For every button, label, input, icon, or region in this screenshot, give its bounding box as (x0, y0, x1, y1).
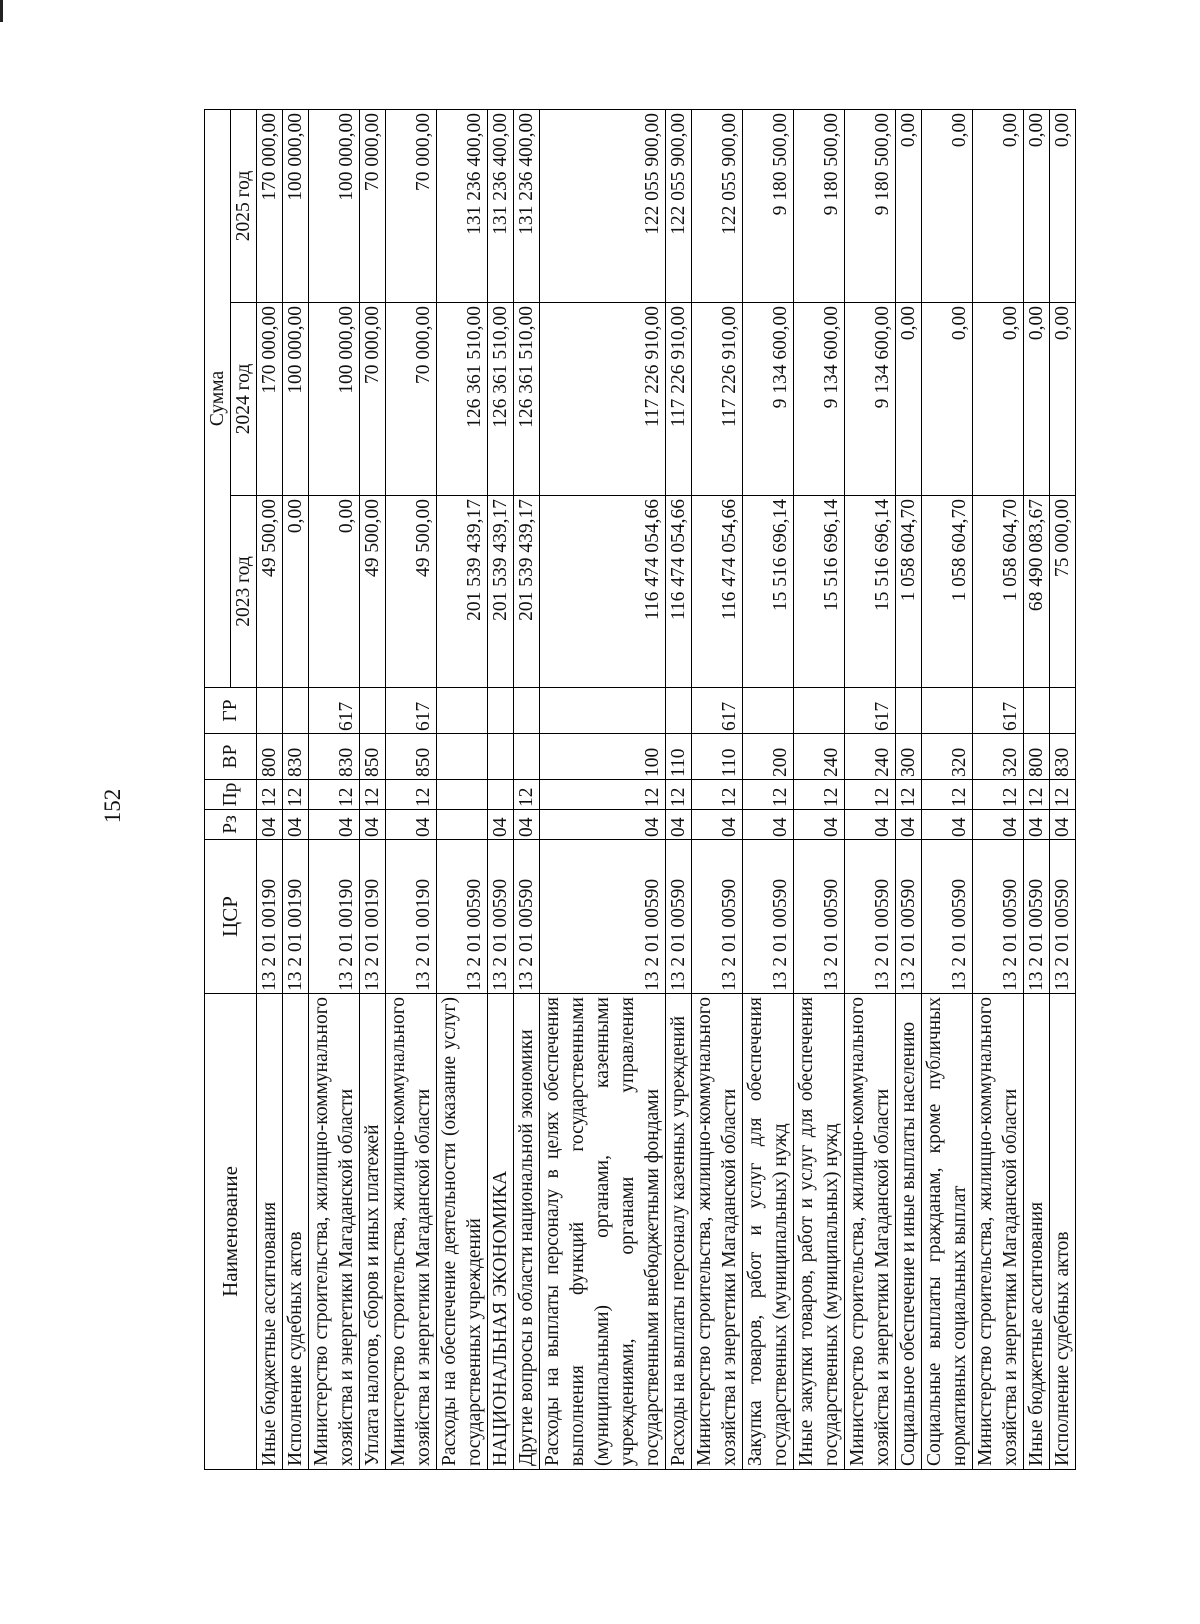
row-csr: 13 2 01 00590 (540, 840, 666, 994)
row-csr: 13 2 01 00590 (973, 840, 1024, 994)
row-rz: 04 (1024, 810, 1050, 840)
row-amount-2023: 116 474 054,66 (540, 496, 666, 688)
row-pr: 12 (794, 780, 845, 810)
row-vr (514, 734, 540, 780)
row-name: Иные бюджетные ассигнования (257, 994, 283, 1470)
header-row-1 (205, 109, 231, 1469)
table-row (794, 109, 845, 1469)
row-gr: 617 (973, 688, 1024, 734)
header-csr: ЦСР (205, 840, 257, 994)
table-row (360, 109, 386, 1469)
row-name: Министерство строительства, жилищно-коммунального хозяйства и энергетики Магаданской области (386, 994, 437, 1470)
row-csr: 13 2 01 00590 (845, 840, 896, 994)
header-gr: ГР (205, 688, 257, 734)
row-name: Расходы на выплаты персоналу казенных учреждений (666, 994, 692, 1470)
scan-edge-mark (0, 0, 3, 22)
row-rz: 04 (845, 810, 896, 840)
row-amount-2025: 122 055 900,00 (666, 109, 692, 302)
budget-table (204, 109, 1076, 1470)
row-rz: 04 (692, 810, 743, 840)
row-name: Расходы на обеспечение деятельности (оказание услуг) государственных учреждений (437, 994, 488, 1470)
header-year-2025: 2025 год (231, 109, 257, 302)
table-row (666, 109, 692, 1469)
row-amount-2024: 70 000,00 (386, 303, 437, 496)
row-pr: 12 (845, 780, 896, 810)
row-gr (896, 688, 922, 734)
row-name: Исполнение судебных актов (283, 994, 309, 1470)
row-rz: 04 (386, 810, 437, 840)
row-vr: 850 (386, 734, 437, 780)
row-vr: 200 (743, 734, 794, 780)
row-csr: 13 2 01 00190 (386, 840, 437, 994)
row-amount-2023: 49 500,00 (386, 496, 437, 688)
row-pr: 12 (540, 780, 666, 810)
row-vr: 320 (922, 734, 973, 780)
row-pr: 12 (1050, 780, 1076, 810)
row-name: Министерство строительства, жилищно-коммунального хозяйства и энергетики Магаданской области (845, 994, 896, 1470)
row-vr: 110 (666, 734, 692, 780)
row-amount-2024: 117 226 910,00 (692, 303, 743, 496)
row-amount-2023: 49 500,00 (360, 496, 386, 688)
row-gr (922, 688, 973, 734)
row-pr: 12 (257, 780, 283, 810)
row-amount-2025: 131 236 400,00 (514, 109, 540, 302)
row-amount-2025: 170 000,00 (257, 109, 283, 302)
row-amount-2023: 0,00 (309, 496, 360, 688)
row-amount-2023: 15 516 696,14 (845, 496, 896, 688)
row-amount-2025: 9 180 500,00 (794, 109, 845, 302)
row-amount-2025: 9 180 500,00 (845, 109, 896, 302)
row-amount-2023: 75 000,00 (1050, 496, 1076, 688)
row-gr (666, 688, 692, 734)
row-csr: 13 2 01 00590 (896, 840, 922, 994)
row-csr: 13 2 01 00190 (257, 840, 283, 994)
row-rz: 04 (973, 810, 1024, 840)
table-row (540, 109, 666, 1469)
row-amount-2024: 100 000,00 (283, 303, 309, 496)
row-csr: 13 2 01 00190 (360, 840, 386, 994)
row-name: Уплата налогов, сборов и иных платежей (360, 994, 386, 1470)
row-rz: 04 (488, 810, 514, 840)
page-number: 152 (100, 788, 125, 824)
row-csr: 13 2 01 00590 (1050, 840, 1076, 994)
table-row (896, 109, 922, 1469)
row-amount-2025: 0,00 (1024, 109, 1050, 302)
row-gr: 617 (692, 688, 743, 734)
row-csr: 13 2 01 00190 (283, 840, 309, 994)
row-pr: 12 (666, 780, 692, 810)
row-rz: 04 (1050, 810, 1076, 840)
row-pr (488, 780, 514, 810)
row-vr: 300 (896, 734, 922, 780)
row-pr: 12 (922, 780, 973, 810)
table-row (437, 109, 488, 1469)
row-vr (437, 734, 488, 780)
row-amount-2024: 117 226 910,00 (540, 303, 666, 496)
row-amount-2025: 122 055 900,00 (692, 109, 743, 302)
row-rz: 04 (309, 810, 360, 840)
row-amount-2023: 1 058 604,70 (896, 496, 922, 688)
row-rz: 04 (743, 810, 794, 840)
row-amount-2024: 70 000,00 (360, 303, 386, 496)
row-name: Исполнение судебных актов (1050, 994, 1076, 1470)
row-amount-2024: 117 226 910,00 (666, 303, 692, 496)
row-amount-2023: 201 539 439,17 (488, 496, 514, 688)
row-amount-2025: 122 055 900,00 (540, 109, 666, 302)
row-name: Расходы на выплаты персоналу в целях обеспечения выполнения функций государственными (муниципальными) органами, казенными учреждениями, органами управления государственными внебюджетными фондами (540, 994, 666, 1470)
row-pr: 12 (309, 780, 360, 810)
row-vr: 110 (692, 734, 743, 780)
row-amount-2025: 9 180 500,00 (743, 109, 794, 302)
row-pr: 12 (386, 780, 437, 810)
row-name: Иные бюджетные ассигнования (1024, 994, 1050, 1470)
table-row (309, 109, 360, 1469)
table-row (257, 109, 283, 1469)
row-csr: 13 2 01 00590 (488, 840, 514, 994)
header-pr: Пр (205, 780, 257, 810)
row-amount-2025: 70 000,00 (360, 109, 386, 302)
row-csr: 13 2 01 00590 (1024, 840, 1050, 994)
row-gr (1024, 688, 1050, 734)
table-row (1024, 109, 1050, 1469)
rotated-table-container (204, 110, 1106, 1470)
row-pr: 12 (973, 780, 1024, 810)
row-pr: 12 (360, 780, 386, 810)
row-amount-2025: 70 000,00 (386, 109, 437, 302)
row-gr: 617 (309, 688, 360, 734)
header-sum: Сумма (205, 109, 231, 687)
row-pr: 12 (743, 780, 794, 810)
row-amount-2025: 131 236 400,00 (437, 109, 488, 302)
row-amount-2024: 9 134 600,00 (794, 303, 845, 496)
row-amount-2023: 116 474 054,66 (692, 496, 743, 688)
row-csr: 13 2 01 00590 (437, 840, 488, 994)
row-csr: 13 2 01 00590 (743, 840, 794, 994)
row-name: НАЦИОНАЛЬНАЯ ЭКОНОМИКА (488, 994, 514, 1470)
row-csr: 13 2 01 00590 (692, 840, 743, 994)
row-amount-2024: 0,00 (922, 303, 973, 496)
row-name: Министерство строительства, жилищно-коммунального хозяйства и энергетики Магаданской области (973, 994, 1024, 1470)
row-pr (437, 780, 488, 810)
row-amount-2023: 0,00 (283, 496, 309, 688)
row-name: Министерство строительства, жилищно-коммунального хозяйства и энергетики Магаданской области (309, 994, 360, 1470)
row-pr: 12 (283, 780, 309, 810)
row-amount-2023: 68 490 083,67 (1024, 496, 1050, 688)
row-name: Социальные выплаты гражданам, кроме публичных нормативных социальных выплат (922, 994, 973, 1470)
row-rz: 04 (540, 810, 666, 840)
row-rz (437, 810, 488, 840)
row-vr (488, 734, 514, 780)
table-row (488, 109, 514, 1469)
row-amount-2023: 1 058 604,70 (922, 496, 973, 688)
row-rz: 04 (794, 810, 845, 840)
header-name: Наименование (205, 994, 257, 1470)
row-amount-2024: 0,00 (1050, 303, 1076, 496)
row-rz: 04 (896, 810, 922, 840)
row-amount-2024: 0,00 (973, 303, 1024, 496)
row-vr: 320 (973, 734, 1024, 780)
row-pr: 12 (692, 780, 743, 810)
row-gr (360, 688, 386, 734)
row-amount-2023: 1 058 604,70 (973, 496, 1024, 688)
row-csr: 13 2 01 00590 (666, 840, 692, 994)
row-csr: 13 2 01 00590 (514, 840, 540, 994)
row-gr: 617 (845, 688, 896, 734)
row-rz: 04 (666, 810, 692, 840)
row-gr (437, 688, 488, 734)
row-amount-2024: 126 361 510,00 (437, 303, 488, 496)
row-amount-2024: 9 134 600,00 (845, 303, 896, 496)
row-gr (514, 688, 540, 734)
row-name: Социальное обеспечение и иные выплаты населению (896, 994, 922, 1470)
row-amount-2024: 9 134 600,00 (743, 303, 794, 496)
row-name: Другие вопросы в области национальной экономики (514, 994, 540, 1470)
row-amount-2025: 0,00 (922, 109, 973, 302)
row-csr: 13 2 01 00590 (794, 840, 845, 994)
row-name: Министерство строительства, жилищно-коммунального хозяйства и энергетики Магаданской области (692, 994, 743, 1470)
table-row (692, 109, 743, 1469)
table-row (1050, 109, 1076, 1469)
header-rz: Рз (205, 810, 257, 840)
row-gr (488, 688, 514, 734)
row-amount-2025: 0,00 (1050, 109, 1076, 302)
row-rz: 04 (283, 810, 309, 840)
row-name: Иные закупки товаров, работ и услуг для обеспечения государственных (муниципальных) нужд (794, 994, 845, 1470)
row-rz: 04 (922, 810, 973, 840)
row-amount-2024: 100 000,00 (309, 303, 360, 496)
table-body (257, 109, 1076, 1469)
row-amount-2023: 116 474 054,66 (666, 496, 692, 688)
table-row (973, 109, 1024, 1469)
row-gr (794, 688, 845, 734)
header-vr: ВР (205, 734, 257, 780)
row-rz: 04 (257, 810, 283, 840)
row-gr: 617 (386, 688, 437, 734)
row-amount-2023: 15 516 696,14 (794, 496, 845, 688)
row-amount-2025: 100 000,00 (309, 109, 360, 302)
row-amount-2024: 126 361 510,00 (514, 303, 540, 496)
row-vr: 830 (1050, 734, 1076, 780)
table-row (283, 109, 309, 1469)
row-gr (1050, 688, 1076, 734)
header-year-2023: 2023 год (231, 496, 257, 688)
row-amount-2023: 49 500,00 (257, 496, 283, 688)
row-pr: 12 (1024, 780, 1050, 810)
row-amount-2023: 201 539 439,17 (437, 496, 488, 688)
row-gr (540, 688, 666, 734)
row-name: Закупка товаров, работ и услуг для обеспечения государственных (муниципальных) нужд (743, 994, 794, 1470)
table-row (386, 109, 437, 1469)
row-gr (257, 688, 283, 734)
row-amount-2023: 15 516 696,14 (743, 496, 794, 688)
row-gr (743, 688, 794, 734)
row-gr (283, 688, 309, 734)
row-amount-2024: 0,00 (896, 303, 922, 496)
row-amount-2024: 170 000,00 (257, 303, 283, 496)
row-amount-2025: 131 236 400,00 (488, 109, 514, 302)
row-vr: 850 (360, 734, 386, 780)
row-amount-2024: 0,00 (1024, 303, 1050, 496)
header-year-2024: 2024 год (231, 303, 257, 496)
row-csr: 13 2 01 00190 (309, 840, 360, 994)
row-vr: 240 (845, 734, 896, 780)
row-amount-2025: 0,00 (973, 109, 1024, 302)
row-pr: 12 (514, 780, 540, 810)
row-rz: 04 (360, 810, 386, 840)
row-vr: 800 (257, 734, 283, 780)
row-vr: 800 (1024, 734, 1050, 780)
table-row (743, 109, 794, 1469)
table-row (845, 109, 896, 1469)
row-vr: 830 (283, 734, 309, 780)
row-vr: 830 (309, 734, 360, 780)
row-amount-2024: 126 361 510,00 (488, 303, 514, 496)
row-pr: 12 (896, 780, 922, 810)
row-rz: 04 (514, 810, 540, 840)
row-amount-2025: 100 000,00 (283, 109, 309, 302)
row-amount-2023: 201 539 439,17 (514, 496, 540, 688)
table-row (514, 109, 540, 1469)
table-row (922, 109, 973, 1469)
row-amount-2025: 0,00 (896, 109, 922, 302)
row-csr: 13 2 01 00590 (922, 840, 973, 994)
row-vr: 240 (794, 734, 845, 780)
row-vr: 100 (540, 734, 666, 780)
